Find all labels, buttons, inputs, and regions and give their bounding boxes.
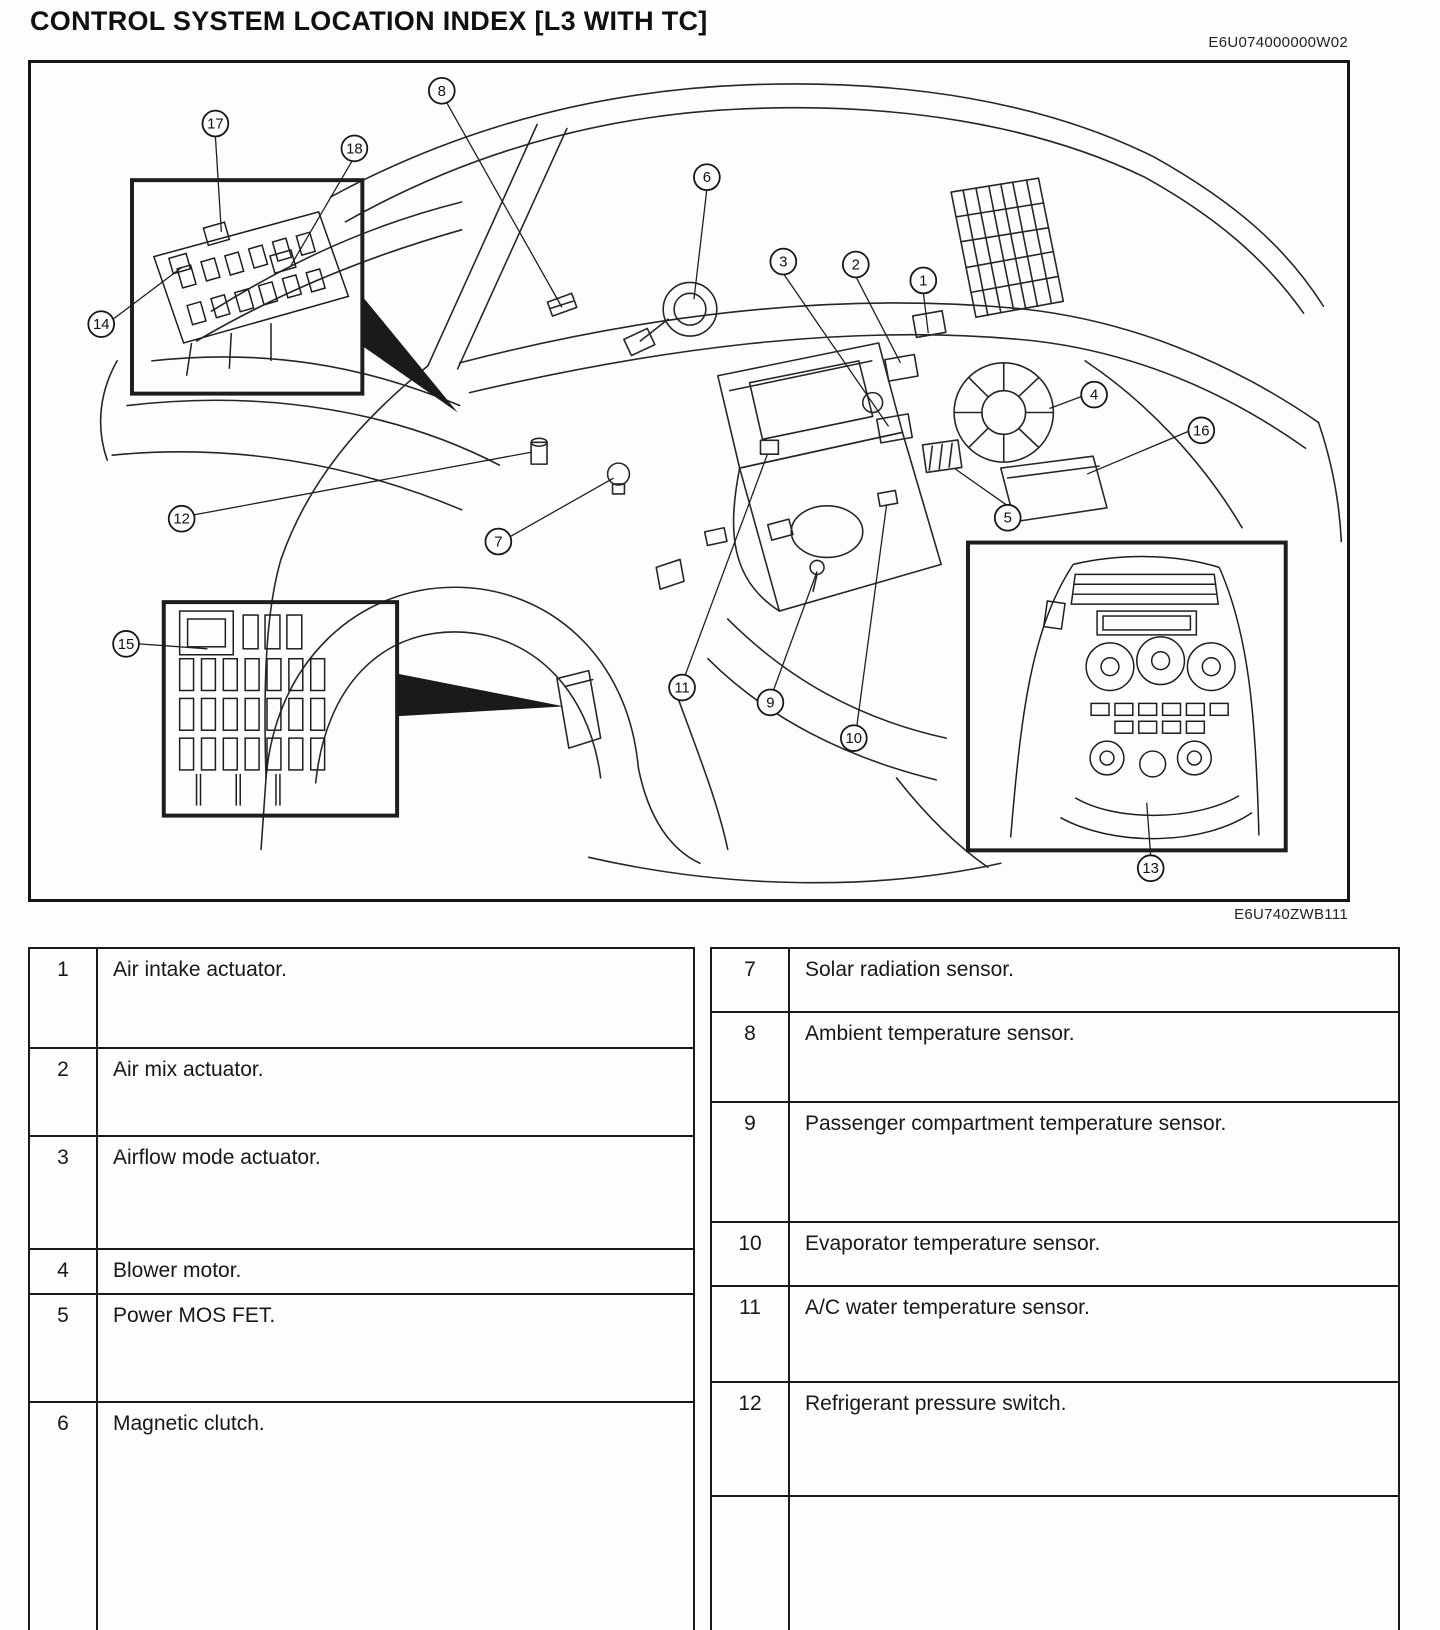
row-description: Air mix actuator.	[113, 1058, 264, 1081]
row-number: 6	[30, 1403, 98, 1630]
callout-17	[202, 111, 228, 137]
page-title: CONTROL SYSTEM LOCATION INDEX [L3 WITH TC]	[30, 6, 708, 36]
row-description: Blower motor.	[113, 1259, 242, 1282]
figure-code-bottom: E6U740ZWB111	[1234, 906, 1348, 923]
callout-3	[770, 249, 796, 275]
table-continuation	[710, 1497, 1400, 1630]
component-table-left	[28, 947, 695, 1630]
inset-center-console	[968, 543, 1286, 851]
callout-12	[169, 506, 195, 532]
callout-7	[485, 529, 511, 555]
svg-text:8: 8	[437, 83, 446, 100]
row-description: Power MOS FET.	[113, 1304, 276, 1327]
callout-5	[995, 505, 1021, 531]
row-description: Ambient temperature sensor.	[805, 1022, 1075, 1045]
svg-text:14: 14	[92, 317, 110, 334]
callout-6	[694, 164, 720, 190]
svg-text:11: 11	[674, 680, 690, 697]
row-description: Solar radiation sensor.	[805, 958, 1014, 981]
car-diagram	[31, 63, 1347, 899]
callout-leader-lines	[113, 103, 1188, 857]
svg-text:13: 13	[1142, 861, 1159, 878]
row-number: 10	[712, 1223, 790, 1285]
row-description: Refrigerant pressure switch.	[805, 1392, 1067, 1415]
callout-15	[113, 631, 139, 657]
table-row	[30, 1403, 693, 1630]
table-row	[712, 1383, 1398, 1495]
svg-text:18: 18	[346, 141, 363, 158]
svg-text:16: 16	[1193, 423, 1210, 440]
callout-8	[429, 78, 455, 104]
svg-text:1: 1	[919, 273, 928, 290]
table-row	[30, 1049, 693, 1137]
row-number: 7	[712, 949, 790, 1011]
table-row	[30, 1137, 693, 1250]
table-row	[712, 949, 1398, 1013]
table-row	[712, 1223, 1398, 1287]
callout-1	[910, 268, 936, 294]
svg-text:5: 5	[1003, 510, 1012, 527]
svg-text:17: 17	[207, 116, 224, 133]
table-row	[30, 1250, 693, 1295]
svg-text:7: 7	[494, 534, 503, 551]
svg-text:4: 4	[1089, 387, 1099, 404]
row-description: A/C water temperature sensor.	[805, 1296, 1090, 1319]
row-number: 2	[30, 1049, 98, 1135]
row-number: 9	[712, 1103, 790, 1221]
table-continuation-divider	[712, 1497, 790, 1630]
row-number: 12	[712, 1383, 790, 1495]
row-number: 3	[30, 1137, 98, 1248]
callout-16	[1188, 417, 1214, 443]
table-row	[30, 1295, 693, 1403]
svg-text:15: 15	[117, 636, 135, 653]
svg-text:6: 6	[702, 170, 712, 187]
row-number: 4	[30, 1250, 98, 1293]
callout-13	[1138, 855, 1164, 881]
row-number: 8	[712, 1013, 790, 1101]
inset-cabin-fusebox	[164, 602, 564, 815]
row-number: 11	[712, 1287, 790, 1381]
svg-text:2: 2	[851, 257, 860, 274]
row-description: Passenger compartment temperature sensor.	[805, 1112, 1227, 1135]
diagram-frame	[28, 60, 1350, 902]
table-row	[712, 1287, 1398, 1383]
svg-text:12: 12	[173, 511, 190, 528]
row-description: Evaporator temperature sensor.	[805, 1232, 1101, 1255]
svg-text:9: 9	[766, 695, 775, 712]
component-table-right	[710, 947, 1400, 1497]
callout-9	[758, 690, 784, 716]
callout-4	[1081, 382, 1107, 408]
callout-10	[841, 725, 867, 751]
callout-18	[341, 135, 367, 161]
svg-text:3: 3	[779, 254, 788, 271]
inset-engine-fusebox	[132, 180, 458, 412]
callout-14	[88, 311, 114, 337]
callout-11	[669, 675, 695, 701]
table-row	[712, 1103, 1398, 1223]
row-number: 1	[30, 949, 98, 1047]
table-row	[712, 1013, 1398, 1103]
row-description: Air intake actuator.	[113, 958, 287, 981]
row-number: 5	[30, 1295, 98, 1401]
callout-2	[843, 252, 869, 278]
row-description: Magnetic clutch.	[113, 1412, 265, 1435]
row-description: Airflow mode actuator.	[113, 1146, 321, 1169]
figure-code-top: E6U074000000W02	[1208, 34, 1348, 51]
table-row	[30, 949, 693, 1049]
svg-text:10: 10	[845, 731, 863, 748]
